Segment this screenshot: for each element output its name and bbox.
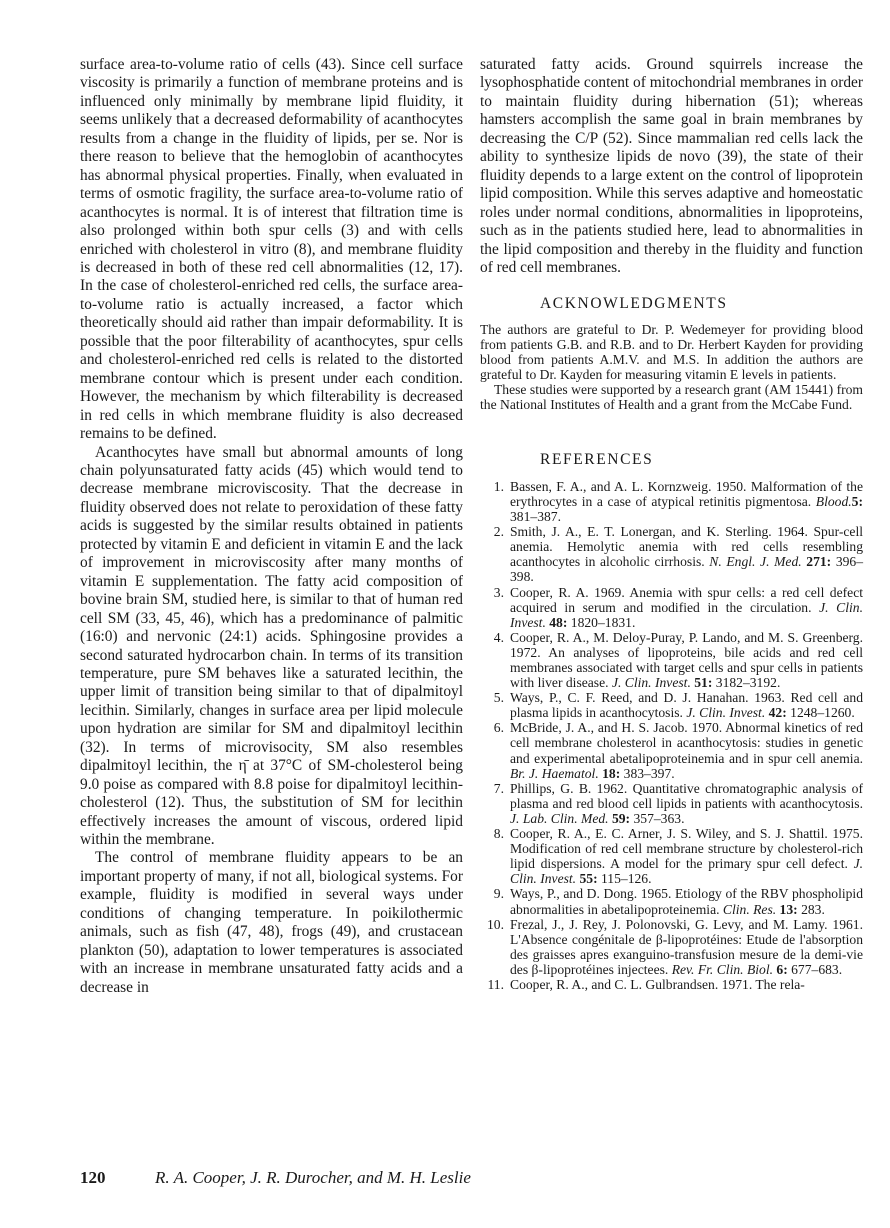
reference-journal: Br. J. Haematol.: [510, 765, 599, 781]
reference-number: 10.: [487, 916, 504, 932]
reference-text: Cooper, R. A. 1969. Anemia with spur cells: a red cell defect acquired in serum and modified in the circulation.: [510, 584, 863, 615]
reference-text: Bassen, F. A., and A. L. Kornzweig. 1950. Malformation of the erythrocytes in a case of atypical retinitis pigmentosa.: [510, 478, 863, 509]
reference-volume: 6:: [773, 961, 788, 977]
reference-text: Cooper, R. A., E. C. Arner, J. S. Wiley, and S. J. Shattil. 1975. Modification of red cell membrane structure by cholesterol-rich lipid dispersions. A model for the primary spur cell defect.: [510, 826, 863, 872]
acknowledgments-paragraph: These studies were supported by a research grant (AM 15441) from the National Institutes of Health and a grant from the McCabe Fund.: [480, 382, 863, 412]
acknowledgments-section: [480, 323, 863, 412]
reference-number: 5.: [493, 690, 504, 706]
reference-text: Smith, J. A., E. T. Lonergan, and K. Sterling. 1964. Spur-cell anemia. Hemolytic anemia with red cells resembling acanthocytes in alcoholic cirrhosis.: [510, 524, 863, 570]
reference-item: [480, 690, 863, 720]
reference-pages: 1248–1260.: [786, 705, 855, 721]
reference-item: [480, 630, 863, 690]
reference-journal: Blood.: [815, 493, 852, 509]
left-column: [80, 56, 463, 997]
reference-item: [480, 977, 863, 992]
reference-number: 4.: [493, 629, 504, 645]
acknowledgments-heading: ACKNOWLEDGMENTS: [540, 295, 728, 313]
reference-pages: 396–398.: [510, 554, 864, 585]
reference-number: 7.: [493, 780, 504, 796]
reference-text: McBride, J. A., and H. S. Jacob. 1970. Abnormal kinetics of red cell membrane cholesterol in acanthocytosis: studies in genetic and experimental abetalipoproteinemia and in spur cell anemia.: [510, 720, 863, 766]
reference-text: Ways, P., C. F. Reed, and D. J. Hanahan. 1963. Red cell and plasma lipids in acanthocytosis.: [510, 690, 863, 721]
reference-item: [480, 781, 863, 826]
reference-item: [480, 917, 863, 977]
reference-item: [480, 479, 863, 524]
reference-text: Frezal, J., J. Rey, J. Polonovski, G. Levy, and M. Lamy. 1961. L'Absence congénitale de β-lipoprotéines: Etude de l'absorption des graisses apres exanguino-transfusion mesure de la demi-vie des β-lipoprotéines injectees.: [510, 916, 863, 977]
reference-number: 8.: [493, 826, 504, 842]
reference-number: 2.: [493, 524, 504, 540]
acknowledgments-paragraph: The authors are grateful to Dr. P. Wedemeyer for providing blood from patients G.B. and R.B. and to Dr. Herbert Kayden for providing blood from patients A.M.V. and M.S. In addition the authors are grateful to Dr. Kayden for measuring vitamin E levels in patients.: [480, 322, 863, 383]
reference-journal: J. Clin. Invest.: [611, 675, 691, 691]
body-paragraph: The control of membrane fluidity appears to be an important property of many, if not all, biological systems. For example, fluidity is modified in several ways under conditions of changing temperature. In poikilothermic animals, such as fish (47, 48), frogs (49), and crustacean plankton (50), adaptation to lower temperatures is associated with an increase in membrane unsaturated fatty acids and a decrease in: [80, 849, 463, 996]
reference-text: Cooper, R. A., M. Deloy-Puray, P. Lando, and M. S. Greenberg. 1972. An analyses of lipoproteins, bile acids and red cell membranes associated with target cells and spur cells in patients with liver disease.: [510, 629, 863, 691]
reference-pages: 357–363.: [630, 810, 685, 826]
reference-journal: J. Lab. Clin. Med.: [510, 810, 609, 826]
reference-number: 1.: [493, 478, 504, 494]
reference-pages: 1820–1831.: [567, 614, 636, 630]
reference-item: [480, 524, 863, 584]
reference-number: 6.: [493, 720, 504, 736]
page-number: 120: [80, 1168, 106, 1187]
running-authors: R. A. Cooper, J. R. Durocher, and M. H. Leslie: [155, 1168, 471, 1187]
reference-journal: J. Clin. Invest.: [510, 856, 863, 887]
reference-volume: 13:: [776, 901, 798, 917]
references-list: [480, 479, 863, 992]
reference-volume: 59:: [608, 810, 631, 826]
reference-volume: 271:: [801, 554, 832, 570]
reference-pages: 3182–3192.: [712, 675, 781, 691]
reference-volume: 18:: [598, 765, 621, 781]
reference-number: 11.: [487, 976, 504, 992]
reference-volume: 51:: [690, 675, 713, 691]
reference-pages: 283.: [797, 901, 825, 917]
reference-journal: J. Clin. Invest.: [686, 705, 766, 721]
reference-journal: Rev. Fr. Clin. Biol.: [671, 961, 773, 977]
body-paragraph: surface area-to-volume ratio of cells (43). Since cell surface viscosity is primarily a function of membrane proteins and is influenced only minimally by membrane lipid fluidity, it seems unlikely that a decreased deformability of acanthocytes results from a change in the fluidity of lipids, per se. Nor is there reason to believe that the hemoglobin of acanthocytes has abnormal physical properties. Finally, when evaluated in terms of osmotic fragility, the surface area-to-volume ratio of acanthocytes is normal. It is of interest that filtration time is also prolonged within both spur cells (3) and with cells enriched with cholesterol in vitro (8), and membrane fluidity is decreased in both of these red cell abnormalities (12, 17). In the case of cholesterol-enriched red cells, the surface area-to-volume ratio is actually increased, a factor which theoretically should aid rather than impair deformability. It is possible that the poor filterability of acanthocytes, spur cells and cholesterol-enriched red cells is related to the distorted membrane contour which is present under each condition. However, the mechanism by which filterability is decreased in red cells in which membrane fluidity is also decreased remains to be defined.: [80, 56, 463, 443]
reference-pages: 115–126.: [597, 871, 652, 887]
reference-item: [480, 886, 863, 916]
reference-item: [480, 720, 863, 780]
reference-number: 3.: [493, 584, 504, 600]
body-paragraph: Acanthocytes have small but abnormal amounts of long chain polyunsaturated fatty acids (45) which would tend to decrease membrane microviscosity. That the decrease in fluidity observed does not relate to peroxidation of these fatty acids is suggested by the similar results obtained in patients protected by vitamin E and deficient in vitamin E and the lack of improvement in microviscosity after many months of vitamin E supplementation. The fatty acid composition of bovine brain SM, studied here, is similar to that of human red cell SM (33, 45, 46), which has a predominance of palmitic (16:0) and nervonic (24:1) acids. Sphingosine provides a second saturated hydrocarbon chain. In terms of its transition temperature, pure SM behaves like a saturated lecithin, the upper limit of transition being similar to that of dipalmitoyl lecithin. Similarly, changes in surface area per lipid molecule upon hydration are similar for SM and dipalmitoyl lecithin (32). In terms of microvisocity, SM also resembles dipalmitoyl lecithin, the η̄ at 37°C of SM-cholesterol being 9.0 poise as compared with 8.8 poise for dipalmitoyl lecithin-cholesterol (12). Thus, the substitution of SM for lecithin effectively increases the amount of viscous, ordered lipid within the membrane.: [80, 443, 463, 849]
reference-volume: 48:: [545, 614, 568, 630]
reference-text: Ways, P., and D. Dong. 1965. Etiology of the RBV phospholipid abnormalities in abetalipoproteinemia.: [510, 886, 863, 917]
reference-pages: 381–387.: [510, 509, 561, 525]
reference-volume: 5:: [851, 493, 863, 509]
references-heading: REFERENCES: [540, 450, 654, 468]
reference-text: Phillips, G. B. 1962. Quantitative chromatographic analysis of plasma and red blood cell lipids in patients with acanthocytosis.: [510, 780, 863, 811]
reference-volume: 42:: [765, 705, 787, 721]
reference-journal: J. Clin. Invest.: [510, 599, 863, 630]
reference-journal: N. Engl. J. Med.: [709, 554, 802, 570]
reference-item: [480, 585, 863, 630]
reference-number: 9.: [493, 886, 504, 902]
right-column: [480, 56, 863, 992]
reference-pages: 383–397.: [620, 765, 675, 781]
reference-text: Cooper, R. A., and C. L. Gulbrandsen. 1971. The rela-: [510, 976, 805, 992]
reference-pages: 677–683.: [787, 961, 843, 977]
reference-journal: Clin. Res.: [722, 901, 777, 917]
body-paragraph: saturated fatty acids. Ground squirrels increase the lysophosphatide content of mitochondrial membranes in order to maintain fluidity during hibernation (51); whereas hamsters accomplish the same goal in brain membranes by decreasing the C/P (52). Since mammalian red cells lack the ability to synthesize lipids de novo (39), the state of their fluidity depends to a large extent on the control of lipoprotein lipid composition. While this serves adaptive and homeostatic roles under normal conditions, abnormalities in lipoproteins, such as in the patients studied here, lead to abnormalities in the lipid composition and thereby in the fluidity and function of red cell membranes.: [480, 56, 863, 276]
reference-item: [480, 826, 863, 886]
reference-volume: 55:: [576, 871, 598, 887]
